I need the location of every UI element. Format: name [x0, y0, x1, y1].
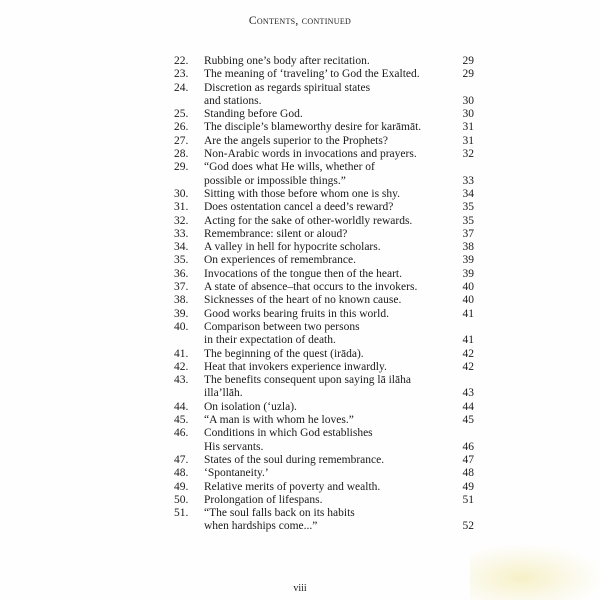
entry-number: 47.	[174, 453, 189, 466]
entry-page-number: 29	[462, 68, 474, 81]
entry-page-number: 45	[462, 414, 474, 427]
entry-title-line: in their expectation of death.	[204, 334, 336, 347]
page-heading: Contents, continued	[248, 15, 352, 27]
contents-list	[174, 55, 474, 534]
toc-entry	[174, 414, 474, 427]
entry-title-line: Discretion as regards spiritual states	[204, 81, 371, 94]
toc-entry	[174, 55, 474, 68]
entry-title-line: ‘Spontaneity.’	[204, 467, 269, 480]
entry-page-number: 31	[462, 134, 474, 147]
entry-title	[204, 361, 444, 374]
entry-title	[204, 161, 444, 188]
entry-title	[204, 268, 444, 281]
entry-title	[204, 148, 444, 161]
toc-entry	[174, 135, 474, 148]
entry-title-line: Comparison between two persons	[204, 320, 360, 333]
entry-title-line: On experiences of remembrance.	[204, 254, 356, 267]
entry-title	[204, 414, 444, 427]
entry-title	[204, 281, 444, 294]
entry-number: 46.	[174, 427, 189, 440]
entry-title-line: Rubbing one’s body after recitation.	[204, 55, 370, 67]
toc-entry	[174, 148, 474, 161]
entry-title-line: Relative merits of poverty and wealth.	[204, 480, 381, 493]
entry-number: 37.	[174, 281, 189, 294]
entry-title-line: possible or impossible things.”	[204, 174, 346, 187]
toc-entry	[174, 308, 474, 321]
entry-page-number: 39	[462, 254, 474, 267]
toc-entry	[174, 68, 474, 81]
entry-number: 29.	[174, 161, 189, 174]
entry-title	[204, 427, 444, 454]
entry-number: 25.	[174, 108, 189, 121]
toc-entry	[174, 494, 474, 507]
entry-title	[204, 201, 444, 214]
toc-entry	[174, 82, 474, 109]
entry-number: 33.	[174, 227, 189, 240]
entry-title-line: The meaning of ‘traveling’ to God the Exalted.	[204, 68, 420, 81]
toc-entry	[174, 507, 474, 534]
toc-entry	[174, 481, 474, 494]
entry-title	[204, 82, 444, 109]
entry-title-line: The disciple’s blameworthy desire for karāmāt.	[204, 121, 422, 134]
entry-title	[204, 454, 444, 467]
entry-title-line: The beginning of the quest (irāda).	[204, 347, 364, 360]
entry-title-line: Standing before God.	[204, 108, 303, 121]
entry-title	[204, 401, 444, 414]
toc-entry	[174, 268, 474, 281]
entry-page-number: 32	[462, 148, 474, 161]
entry-number: 30.	[174, 187, 189, 200]
entry-title-line: when hardships come...”	[204, 520, 318, 533]
entry-number: 23.	[174, 68, 189, 81]
toc-entry	[174, 321, 474, 348]
entry-title-line: Sitting with those before whom one is shy.	[204, 187, 401, 200]
entry-title	[204, 321, 444, 348]
entry-page-number: 49	[462, 480, 474, 493]
entry-number: 44.	[174, 400, 189, 413]
entry-number: 31.	[174, 201, 189, 214]
entry-title-line: Heat that invokers experience inwardly.	[204, 360, 387, 373]
entry-page-number: 41	[462, 334, 474, 347]
entry-title	[204, 135, 444, 148]
toc-entry	[174, 188, 474, 201]
toc-entry	[174, 108, 474, 121]
entry-number: 49.	[174, 480, 189, 493]
entry-title	[204, 308, 444, 321]
entry-title-line: Non-Arabic words in invocations and prayers.	[204, 148, 417, 161]
entry-title-line: On isolation (‘uzla).	[204, 400, 297, 413]
toc-entry	[174, 374, 474, 401]
entry-page-number: 46	[462, 440, 474, 453]
entry-number: 35.	[174, 254, 189, 267]
page-number-footer: viii	[293, 583, 307, 594]
toc-entry	[174, 361, 474, 374]
entry-page-number: 39	[462, 267, 474, 280]
toc-entry	[174, 254, 474, 267]
toc-entry	[174, 201, 474, 214]
entry-number: 43.	[174, 374, 189, 387]
toc-entry	[174, 241, 474, 254]
entry-number: 42.	[174, 360, 189, 373]
entry-title-line: A state of absence–that occurs to the invokers.	[204, 281, 418, 294]
entry-title	[204, 108, 444, 121]
entry-page-number: 47	[462, 453, 474, 466]
entry-page-number: 48	[462, 467, 474, 480]
toc-entry	[174, 401, 474, 414]
entry-page-number: 29	[462, 55, 474, 67]
entry-title	[204, 55, 444, 68]
entry-title-line: Invocations of the tongue then of the heart.	[204, 267, 402, 280]
entry-page-number: 33	[462, 174, 474, 187]
entry-title	[204, 215, 444, 228]
entry-page-number: 31	[462, 121, 474, 134]
entry-number: 34.	[174, 241, 189, 254]
entry-title	[204, 294, 444, 307]
entry-title	[204, 68, 444, 81]
entry-page-number: 35	[462, 201, 474, 214]
entry-title-line: Remembrance: silent or aloud?	[204, 227, 348, 240]
entry-title-line: “God does what He wills, whether of	[204, 161, 375, 174]
entry-title	[204, 228, 444, 241]
entry-title-line: Conditions in which God establishes	[204, 427, 373, 440]
toc-entry	[174, 121, 474, 134]
entry-number: 28.	[174, 148, 189, 161]
toc-entry	[174, 281, 474, 294]
entry-title	[204, 241, 444, 254]
toc-entry	[174, 294, 474, 307]
entry-title	[204, 348, 444, 361]
entry-title	[204, 494, 444, 507]
entry-number: 51.	[174, 507, 189, 520]
toc-entry	[174, 228, 474, 241]
entry-title	[204, 254, 444, 267]
entry-title-line: Prolongation of lifespans.	[204, 493, 323, 506]
entry-page-number: 44	[462, 400, 474, 413]
entry-title	[204, 481, 444, 494]
entry-title-line: His servants.	[204, 440, 264, 453]
entry-page-number: 34	[462, 187, 474, 200]
entry-page-number: 30	[462, 108, 474, 121]
entry-title-line: Sicknesses of the heart of no known cause.	[204, 294, 402, 307]
entry-title-line: A valley in hell for hypocrite scholars.	[204, 241, 381, 254]
entry-number: 24.	[174, 81, 189, 94]
entry-page-number: 38	[462, 241, 474, 254]
entry-number: 32.	[174, 214, 189, 227]
entry-title	[204, 121, 444, 134]
entry-number: 50.	[174, 493, 189, 506]
entry-page-number: 37	[462, 227, 474, 240]
entry-title-line: States of the soul during remembrance.	[204, 453, 385, 466]
entry-page-number: 43	[462, 387, 474, 400]
toc-entry	[174, 467, 474, 480]
entry-title-line: illa’llāh.	[204, 387, 243, 400]
entry-number: 41.	[174, 347, 189, 360]
entry-title-line: The benefits consequent upon saying lā ilāha	[204, 374, 411, 387]
entry-number: 39.	[174, 307, 189, 320]
entry-title	[204, 374, 444, 401]
entry-page-number: 41	[462, 307, 474, 320]
entry-page-number: 30	[462, 94, 474, 107]
toc-entry	[174, 427, 474, 454]
entry-page-number: 35	[462, 214, 474, 227]
entry-title-line: Are the angels superior to the Prophets?	[204, 134, 388, 147]
entry-number: 27.	[174, 134, 189, 147]
entry-title	[204, 467, 444, 480]
toc-entry	[174, 454, 474, 467]
entry-title-line: Good works bearing fruits in this world.	[204, 307, 389, 320]
entry-page-number: 51	[462, 493, 474, 506]
entry-number: 45.	[174, 414, 189, 427]
entry-title-line: “A man is with whom he loves.”	[204, 414, 354, 427]
entry-number: 22.	[174, 55, 189, 67]
entry-number: 36.	[174, 267, 189, 280]
entry-page-number: 42	[462, 347, 474, 360]
entry-title-line: Acting for the sake of other-worldly rewards.	[204, 214, 413, 227]
entry-number: 40.	[174, 320, 189, 333]
entry-title	[204, 507, 444, 534]
entry-page-number: 52	[462, 520, 474, 533]
entry-number: 26.	[174, 121, 189, 134]
entry-title-line: and stations.	[204, 94, 262, 107]
entry-title-line: “The soul falls back on its habits	[204, 507, 355, 520]
toc-entry	[174, 215, 474, 228]
toc-entry	[174, 161, 474, 188]
entry-title	[204, 188, 444, 201]
entry-number: 48.	[174, 467, 189, 480]
toc-entry	[174, 348, 474, 361]
entry-page-number: 40	[462, 294, 474, 307]
entry-page-number: 42	[462, 360, 474, 373]
entry-number: 38.	[174, 294, 189, 307]
entry-title-line: Does ostentation cancel a deed’s reward?	[204, 201, 394, 214]
entry-page-number: 40	[462, 281, 474, 294]
